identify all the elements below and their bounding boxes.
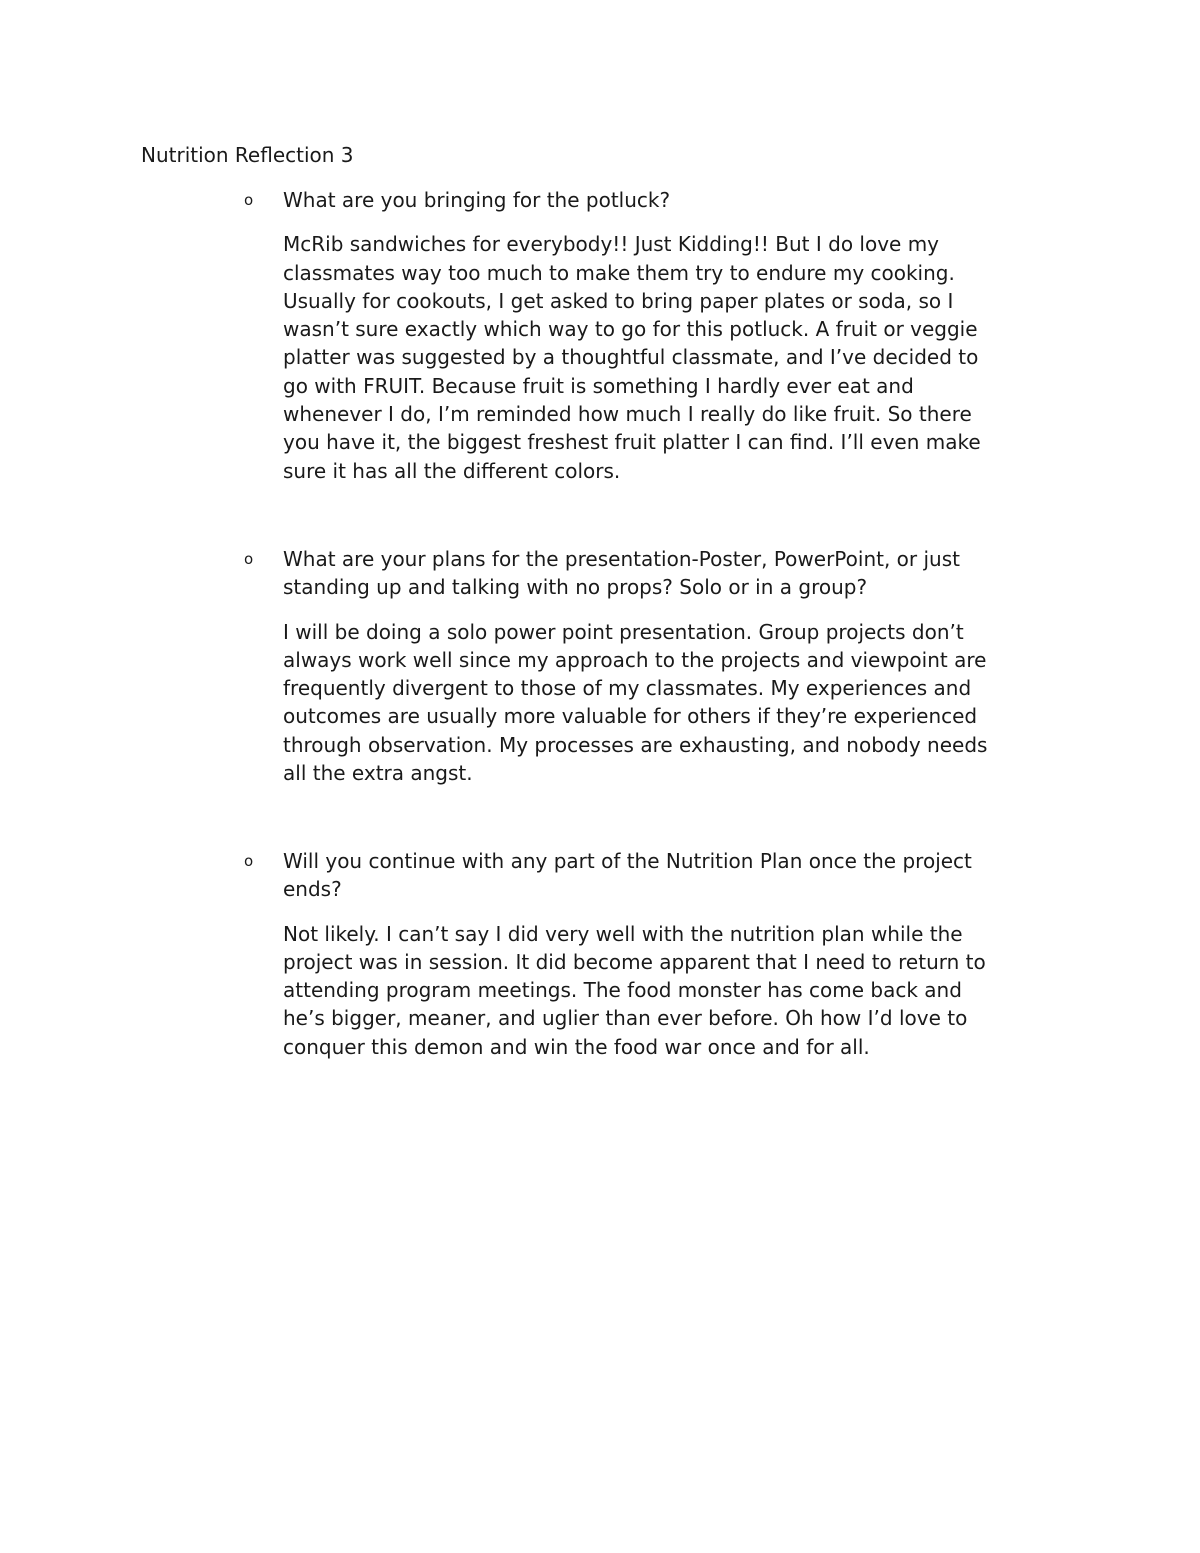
question-item [244,545,1064,787]
bullet-marker: o [244,550,254,568]
bullet-marker: o [244,191,254,209]
question-text: Will you continue with any part of the Nutrition Plan once the project ends? [283,849,972,902]
question-text: What are your plans for the presentation-Poster, PowerPoint, or just standing up and talking with no props? Solo or in a group? [283,547,960,600]
question-item [244,847,1064,1061]
answer-text: Not likely. I can’t say I did very well with the nutrition plan while the project was in session. It did become apparent that I need to return to attending program meetings. The food monster has come back and he’s bigger, meaner, and uglier than ever before. Oh how I’d love to conquer this demon and win the food war once and for all. [283,921,986,1059]
answer-text: McRib sandwiches for everybody!! Just Kidding!! But I do love my classmates way too much to make them try to endure my cooking. Usually for cookouts, I get asked to bring paper plates or soda, so I wasn’t sure exactly which way to go for this potluck. A fruit or veggie platter was suggested by a thoughtful classmate, and I’ve decided to go with FRUIT. Because fruit is something I hardly ever eat and whenever I do, I’m reminded how much I really do like fruit. So there you have it, the biggest freshest fruit platter I can find. I’ll even make sure it has all the different colors. [283,232,981,483]
question-item [244,186,1064,485]
answer-text: I will be doing a solo power point presentation. Group projects don’t always work well since my approach to the projects and viewpoint are frequently divergent to those of my classmates. My experiences and outcomes are usually more valuable for others if they’re experienced through observation. My processes are exhausting, and nobody needs all the extra angst. [283,619,988,786]
question-text: What are you bringing for the potluck? [283,188,671,212]
bullet-marker: o [244,852,254,870]
document-title: Nutrition Reflection 3 [141,143,354,167]
